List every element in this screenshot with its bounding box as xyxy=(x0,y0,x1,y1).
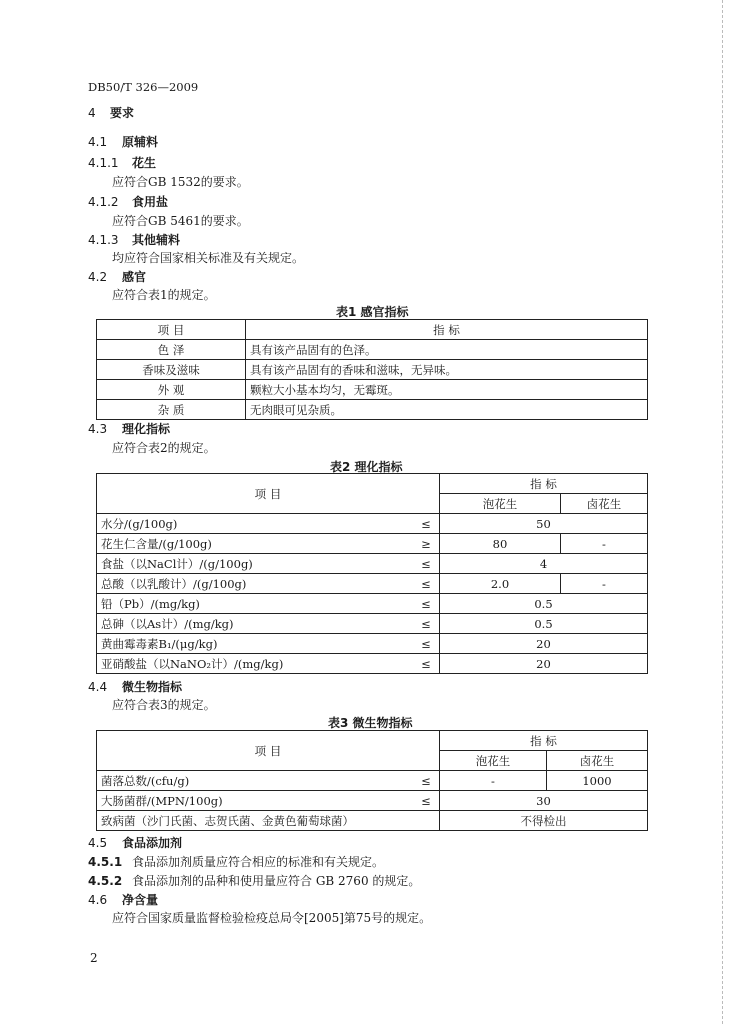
table-cell: 颗粒大小基本均匀，无霉斑。 xyxy=(246,380,648,400)
section-4-5: 4.5 食品添加剂 xyxy=(88,836,183,850)
table-cell-symbol: ≤ xyxy=(413,554,440,574)
table-cell: 20 xyxy=(440,634,648,654)
table-head-index: 指 标 xyxy=(246,320,648,340)
table-cell: 不得检出 xyxy=(440,811,648,831)
section-4: 4 要求 xyxy=(88,106,135,120)
table-cell: 花生仁含量/(g/100g) xyxy=(97,534,414,554)
section-4-5-1: 4.5.1 食品添加剂质量应符合相应的标准和有关规定。 xyxy=(88,855,385,869)
doc-code: DB50/T 326—2009 xyxy=(88,80,199,94)
table-head-col1: 泡花生 xyxy=(440,494,561,514)
table-row xyxy=(97,514,648,534)
table-cell: 总砷（以As计）/(mg/kg) xyxy=(97,614,414,634)
table-cell: 50 xyxy=(440,514,648,534)
section-4-3: 4.3 理化指标 xyxy=(88,422,171,436)
table-head-item: 项 目 xyxy=(97,731,440,771)
table1-caption: 表1 感官指标 xyxy=(336,305,409,319)
table-row xyxy=(97,634,648,654)
table1-sensory xyxy=(96,319,648,420)
table-cell: 0.5 xyxy=(440,594,648,614)
table3-caption: 表3 微生物指标 xyxy=(328,716,413,730)
table-row xyxy=(97,654,648,674)
table-cell: 大肠菌群/(MPN/100g) xyxy=(97,791,414,811)
section-4-5-2: 4.5.2 食品添加剂的品种和使用量应符合 GB 2760 的规定。 xyxy=(88,874,421,888)
table-row xyxy=(97,771,648,791)
table-cell: 致病菌（沙门氏菌、志贺氏菌、金黄色葡萄球菌） xyxy=(97,811,414,831)
table-cell: 具有该产品固有的色泽。 xyxy=(246,340,648,360)
table-cell-symbol: ≤ xyxy=(413,654,440,674)
table-head-index: 指 标 xyxy=(440,474,648,494)
table-cell-symbol: ≤ xyxy=(413,791,440,811)
table-row xyxy=(97,614,648,634)
table-cell: - xyxy=(440,771,547,791)
table-row xyxy=(97,594,648,614)
table-cell: 外 观 xyxy=(97,380,246,400)
table-cell-symbol: ≤ xyxy=(413,574,440,594)
table-cell: 色 泽 xyxy=(97,340,246,360)
table-row xyxy=(97,380,648,400)
table-row xyxy=(97,360,648,380)
scan-edge xyxy=(722,0,724,1024)
table-cell: 菌落总数/(cfu/g) xyxy=(97,771,414,791)
table-cell-symbol: ≤ xyxy=(413,771,440,791)
section-4-1-3: 4.1.3 其他辅料 xyxy=(88,233,181,247)
table-cell: 无肉眼可见杂质。 xyxy=(246,400,648,420)
section-4-1-2-text: 应符合GB 5461的要求。 xyxy=(112,214,249,228)
page-number: 2 xyxy=(90,951,98,965)
table-row xyxy=(97,791,648,811)
table-row xyxy=(97,400,648,420)
table2-physicochemical xyxy=(96,473,648,674)
section-4-2-text: 应符合表1的规定。 xyxy=(112,288,216,302)
table-cell: 水分/(g/100g) xyxy=(97,514,414,534)
table3-microbiological xyxy=(96,730,648,831)
table-head-item: 项 目 xyxy=(97,474,440,514)
table-cell: 80 xyxy=(440,534,561,554)
section-4-4: 4.4 微生物指标 xyxy=(88,680,183,694)
table-row xyxy=(97,320,648,340)
table-cell: 黄曲霉毒素B₁/(μg/kg) xyxy=(97,634,414,654)
table-cell: 4 xyxy=(440,554,648,574)
section-4-4-text: 应符合表3的规定。 xyxy=(112,698,216,712)
table-cell-symbol: ≤ xyxy=(413,614,440,634)
table-head-item: 项 目 xyxy=(97,320,246,340)
section-4-6: 4.6 净含量 xyxy=(88,893,159,907)
section-4-1-3-text: 均应符合国家相关标准及有关规定。 xyxy=(112,251,305,265)
table-cell: 总酸（以乳酸计）/(g/100g) xyxy=(97,574,414,594)
table-cell: - xyxy=(561,574,648,594)
table-head-index: 指 标 xyxy=(440,731,648,751)
section-4-6-text: 应符合国家质量监督检验检疫总局令[2005]第75号的规定。 xyxy=(112,911,432,925)
table-cell: 2.0 xyxy=(440,574,561,594)
section-4-1-1: 4.1.1 花生 xyxy=(88,156,157,170)
table-row xyxy=(97,534,648,554)
table-cell: 1000 xyxy=(547,771,648,791)
table-cell: 杂 质 xyxy=(97,400,246,420)
table-cell-symbol: ≤ xyxy=(413,634,440,654)
table-row xyxy=(97,554,648,574)
section-4-1: 4.1 原辅料 xyxy=(88,135,159,149)
table-cell: 食盐（以NaCl计）/(g/100g) xyxy=(97,554,414,574)
table-cell: 香味及滋味 xyxy=(97,360,246,380)
table-cell: 亚硝酸盐（以NaNO₂计）/(mg/kg) xyxy=(97,654,414,674)
table-cell-symbol xyxy=(413,811,440,831)
table-row xyxy=(97,574,648,594)
table-cell: 30 xyxy=(440,791,648,811)
table-row xyxy=(97,811,648,831)
table-cell-symbol: ≤ xyxy=(413,514,440,534)
section-4-2: 4.2 感官 xyxy=(88,270,147,284)
table-cell: 0.5 xyxy=(440,614,648,634)
table-row xyxy=(97,474,648,494)
table-cell: 具有该产品固有的香味和滋味，无异味。 xyxy=(246,360,648,380)
table-cell-symbol: ≤ xyxy=(413,594,440,614)
table-cell: 20 xyxy=(440,654,648,674)
table-head-col1: 泡花生 xyxy=(440,751,547,771)
section-4-1-1-text: 应符合GB 1532的要求。 xyxy=(112,175,249,189)
table-head-col2: 卤花生 xyxy=(547,751,648,771)
table-row xyxy=(97,731,648,751)
section-4-3-text: 应符合表2的规定。 xyxy=(112,441,216,455)
table-cell: - xyxy=(561,534,648,554)
table-head-col2: 卤花生 xyxy=(561,494,648,514)
table2-caption: 表2 理化指标 xyxy=(330,460,403,474)
section-4-1-2: 4.1.2 食用盐 xyxy=(88,195,169,209)
table-cell-symbol: ≥ xyxy=(413,534,440,554)
table-row xyxy=(97,340,648,360)
table-cell: 铅（Pb）/(mg/kg) xyxy=(97,594,414,614)
